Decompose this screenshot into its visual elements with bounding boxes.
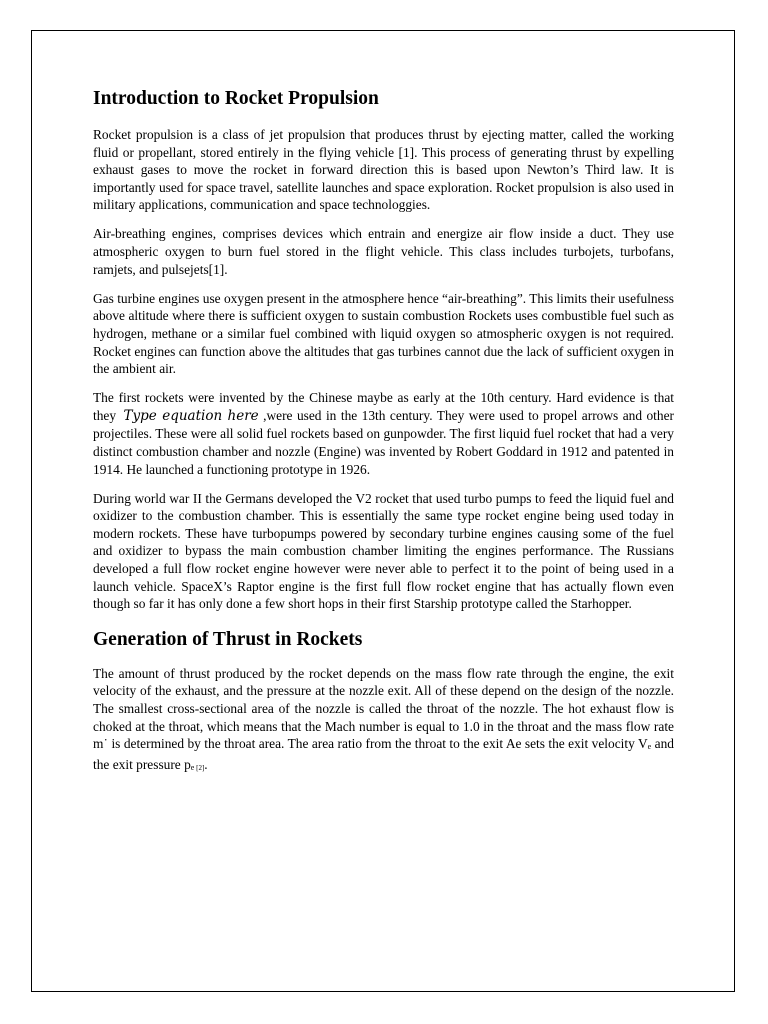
section-heading-thrust: Generation of Thrust in Rockets xyxy=(93,628,363,650)
paragraph-history xyxy=(93,389,674,478)
citation-ref: [2] xyxy=(194,763,205,772)
thrust-text: The amount of thrust produced by the rocket depends on the mass flow rate through the engine, the exit velocity of the exhaust, and the pressure at the nozzle exit. All of these depend on the design of the nozzle. The smallest cross-sectional area of the nozzle is called the throat of the nozzle. The hot exhaust flow is choked at the throat, which means that the Mach number is equal to 1.0 in the throat and the mass flow rate m˙ is determined by the throat area. The area ratio from the throat to the exit Ae sets the exit velocity V xyxy=(93,665,674,752)
thrust-text-mid: and the exit pressure p xyxy=(93,736,674,772)
equation-placeholder[interactable]: Type equation here xyxy=(123,407,259,424)
document-body xyxy=(93,84,674,789)
velocity-subscript: e xyxy=(647,742,652,752)
section-heading-introduction: Introduction to Rocket Propulsion xyxy=(93,88,379,109)
paragraph-gas-turbine: Gas turbine engines use oxygen present in the atmosphere hence “air-breathing”. This limits their usefulness above altitude where there is sufficient oxygen to sustain combustion Rockets uses combustible fuel such as hydrogen, methane or a similar fuel combined with liquid oxygen so atmospheric oxygen is not required. Rocket engines can function above the altitudes that gas turbines cannot due the lack of sufficient oxygen in the ambient air. xyxy=(93,290,674,377)
pressure-subscript: e xyxy=(190,762,195,772)
paragraph-air-breathing: Air-breathing engines, comprises devices which entrain and energize air flow inside a duct. They use atmospheric oxygen to burn fuel stored in the flight vehicle. This class includes turbojets, turbofans, ramjets, and pulsejets[1]. xyxy=(93,226,674,277)
paragraph-thrust xyxy=(93,665,674,778)
paragraph-rocket-propulsion: Rocket propulsion is a class of jet propulsion that produces thrust by ejecting matter, called the working fluid or propellant, stored entirely in the flying vehicle [1]. This process of generating thrust by expelling exhaust gases to move the rocket in forward direction this is based upon Newton’s Third law. It is importantly used for space travel, satellite launches and space exploration. Rocket propulsion is also used in military applications, communication and space technologgies. xyxy=(93,127,674,213)
paragraph-world-war: During world war II the Germans developed the V2 rocket that used turbo pumps to feed the liquid fuel and oxidizer to the combustion chamber. This is essentially the same type rocket engine being used today in modern rockets. These have turbopumps powered by secondary turbine engines causing some of the fuel and oxidizer to bypass the main combustion chamber limiting the engines performance. The Russians developed a full flow rocket engine however were never able to perfect it to the point of being used in a launch vehicle. SpaceX’s Raptor engine is the first full flow rocket engine that has actually flown even though so far it has only done a few short hops in their first Starship prototype called the Starhopper. xyxy=(93,490,674,612)
thrust-text-end: . xyxy=(204,756,208,772)
history-text-before: The first rockets were invented by the Chinese maybe as early at the 10th century. Hard evidence is that they xyxy=(93,390,674,423)
history-text-after: ,were used in the 13th century. They were used to propel arrows and other projectiles. These were all solid fuel rockets based on gunpowder. The first liquid fuel rocket that had a very distinct combustion chamber and nozzle (Engine) was invented by Robert Goddard in 1912 and patented in 1914. He launched a functioning prototype in 1926. xyxy=(93,407,674,477)
